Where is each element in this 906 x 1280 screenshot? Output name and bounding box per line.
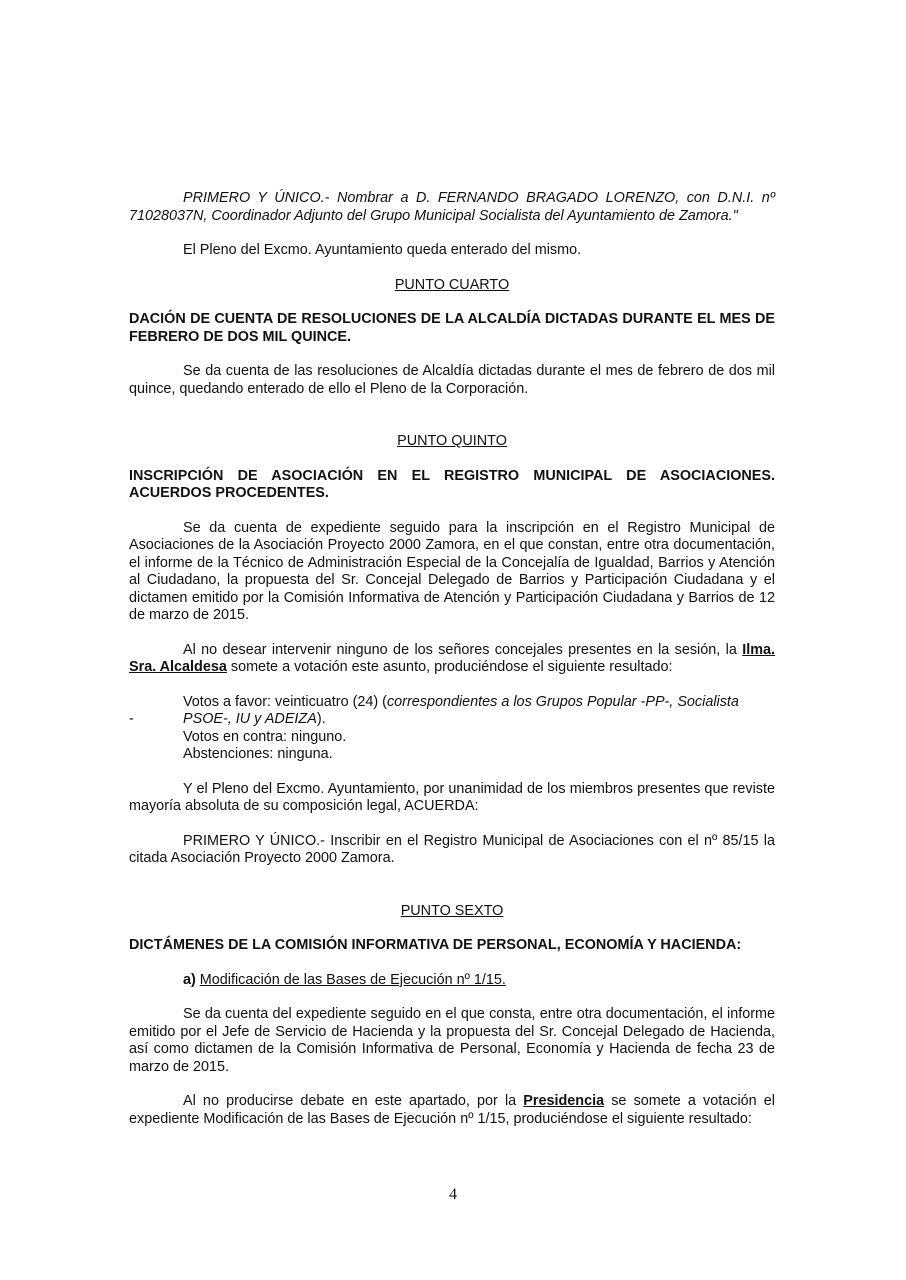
punto-sexto-body-2: Al no producirse debate en este apartado, por la Presidencia se somete a votación el expediente Modificación de las Bases de Ejecución nº 1/15, produciéndose el siguiente resultado: [129, 1093, 775, 1127]
punto-sexto-heading: DICTÁMENES DE LA COMISIÓN INFORMATIVA DE PERSONAL, ECONOMÍA Y HACIENDA: [129, 937, 742, 953]
punto-quinto-body-2: Al no desear intervenir ninguno de los señores concejales presentes en la sesión, la Ilma. Sra. Alcaldesa somete a votación este asunto, produciéndose el siguiente resultado: [129, 641, 775, 675]
resolution-paragraph [129, 190, 775, 208]
resolution-line-1: PRIMERO Y ÚNICO.- Nombrar a D. FERNANDO BRAGADO LORENZO, con D.N.I. nº [183, 190, 775, 206]
page-number: 4 [449, 1186, 457, 1203]
pleno-enterado: El Pleno del Excmo. Ayuntamiento queda enterado del mismo. [183, 242, 582, 258]
punto-quinto-body-4: PRIMERO Y ÚNICO.- Inscribir en el Registro Municipal de Asociaciones con el nº 85/15 la citada Asociación Proyecto 2000 Zamora. [129, 832, 775, 866]
punto-cuarto-heading: DACIÓN DE CUENTA DE RESOLUCIONES DE LA ALCALDÍA DICTADAS DURANTE EL MES DE FEBRERO DE DOS MIL QUINCE. [129, 311, 775, 345]
punto-sexto-subsection: a) Modificación de las Bases de Ejecución nº 1/15. [183, 971, 506, 988]
votes-list [129, 694, 775, 764]
punto-sexto-body-1: Se da cuenta del expediente seguido en el que consta, entre otra documentación, el informe emitido por el Jefe de Servicio de Hacienda y la propuesta del Sr. Concejal Delegado de Hacienda, así como dictamen de la Comisión Informativa de Personal, Economía y Hacienda de fecha 23 de marzo de 2015. [129, 1006, 775, 1075]
resolution-line-2: 71028037N, Coordinador Adjunto del Grupo Municipal Socialista del Ayuntamiento de Zamora." [129, 207, 738, 224]
punto-quinto-body-3: Y el Pleno del Excmo. Ayuntamiento, por unanimidad de los miembros presentes que reviste mayoría absoluta de su composición legal, ACUERDA: [129, 780, 775, 814]
alcaldesa-name: Ilma. Sra. Alcaldesa [129, 641, 775, 675]
list-dash: - [129, 711, 134, 727]
presidencia: Presidencia [523, 1093, 605, 1109]
punto-sexto-title: PUNTO SEXTO [400, 902, 504, 919]
punto-cuarto-body: Se da cuenta de las resoluciones de Alcaldía dictadas durante el mes de febrero de dos mil quince, quedando enterado de ello el Pleno de la Corporación. [129, 363, 775, 397]
abstenciones: Abstenciones: ninguna. [183, 746, 333, 762]
resolution-paragraph-cont [129, 208, 775, 226]
votes-favor: Votos a favor: veinticuatro (24) (correspondientes a los Grupos Popular -PP-, Socialista PSOE-, IU y ADEIZA). [183, 693, 739, 727]
punto-quinto-body-1: Se da cuenta de expediente seguido para la inscripción en el Registro Municipal de Asociaciones de la Asociación Proyecto 2000 Zamora, en el que constan, entre otra documentación, el informe de la Técnico de Administración Especial de la Concejalía de Igualdad, Barrios y Atención al Ciudadano, la propuesta del Sr. Concejal Delegado de Barrios y Participación Ciudadana y el dictamen emitido por la Comisión Informativa de Atención y Participación Ciudadana y Barrios de 12 de marzo de 2015. [129, 519, 775, 623]
punto-quinto-title: PUNTO QUINTO [397, 433, 507, 449]
document-body [129, 190, 775, 1128]
punto-quinto-heading: INSCRIPCIÓN DE ASOCIACIÓN EN EL REGISTRO MUNICIPAL DE ASOCIACIONES. ACUERDOS PROCEDENTES. [129, 467, 775, 501]
votes-contra: Votos en contra: ninguno. [183, 728, 347, 745]
punto-cuarto-title: PUNTO CUARTO [394, 276, 510, 293]
